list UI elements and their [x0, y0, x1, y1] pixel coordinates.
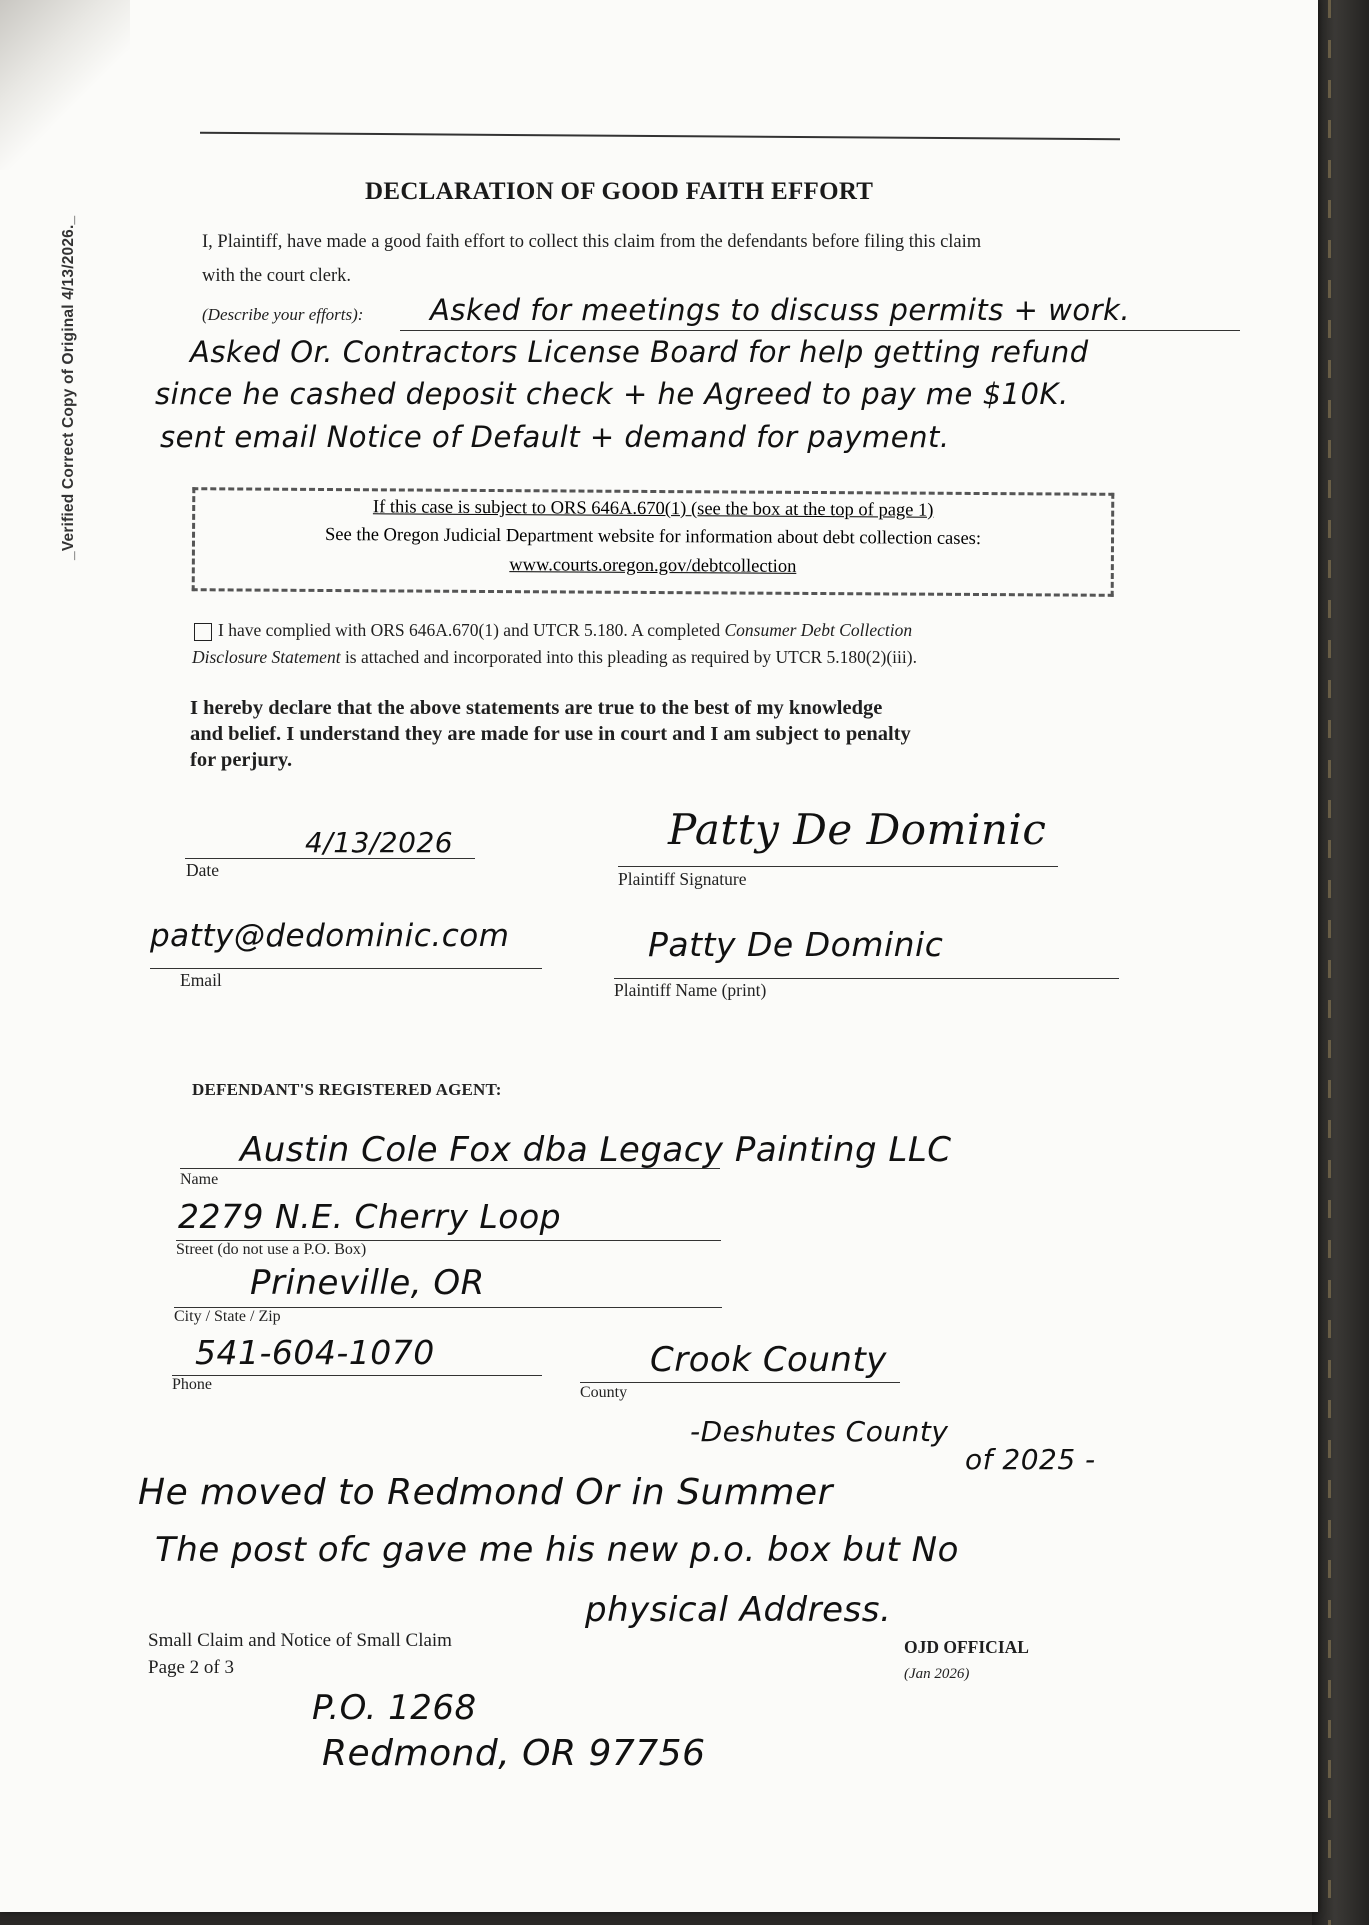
registered-agent-heading: DEFENDANT'S REGISTERED AGENT: [192, 1080, 502, 1099]
date-value: 4/13/2026 [305, 826, 454, 859]
signature-label: Plaintiff Signature [618, 869, 747, 889]
footer-page-number: Page 2 of 3 [148, 1657, 235, 1678]
city-label: City / State / Zip [174, 1308, 281, 1325]
date-label: Date [186, 860, 220, 880]
email-line [150, 968, 542, 969]
intro-line-1: I, Plaintiff, have made a good faith effort to collect this claim from the defendants before filing this claim [202, 232, 982, 252]
county-line [580, 1382, 900, 1383]
efforts-handwritten-3: since he cashed deposit check + he Agreed to pay me $10K. [155, 377, 1069, 411]
street-label: Street (do not use a P.O. Box) [176, 1241, 367, 1258]
efforts-handwritten-1: Asked for meetings to discuss permits + work. [430, 293, 1131, 327]
efforts-line-1 [400, 330, 1240, 331]
email-label: Email [180, 970, 222, 990]
phone-label: Phone [172, 1376, 212, 1393]
efforts-handwritten-4: sent email Notice of Default + demand for payment. [160, 420, 950, 454]
signature-line [618, 866, 1058, 867]
notice-line-1: If this case is subject to ORS 646A.670(1) (see the box at the top of page 1) [372, 497, 934, 521]
compliance-checkbox[interactable] [194, 623, 212, 641]
intro-line-2: with the court clerk. [202, 266, 351, 286]
po-box-line-2: Redmond, OR 97756 [322, 1733, 706, 1774]
declaration-line-2: and belief. I understand they are made for use in court and I am subject to penalty [190, 723, 911, 745]
note-year: of 2025 - [965, 1443, 1096, 1476]
street-value: 2279 N.E. Cherry Loop [178, 1197, 562, 1236]
city-value: Prineville, OR [250, 1263, 485, 1303]
note-line-3: physical Address. [585, 1590, 892, 1630]
leather-stitching [1328, 0, 1331, 1925]
note-line-2: The post ofc gave me his new p.o. box but No [155, 1530, 959, 1570]
desk-background [1312, 0, 1369, 1925]
phone-line [172, 1375, 542, 1376]
declaration-line-3: for perjury. [190, 749, 293, 771]
plaintiff-name-label: Plaintiff Name (print) [614, 980, 767, 1000]
email-value: patty@dedominic.com [150, 918, 510, 954]
top-rule [200, 132, 1120, 140]
form-title: DECLARATION OF GOOD FAITH EFFORT [365, 178, 874, 205]
agent-name-label: Name [180, 1171, 219, 1188]
note-deschutes: -Deshutes County [690, 1415, 949, 1448]
agent-name-value: Austin Cole Fox dba Legacy Painting LLC [240, 1130, 952, 1170]
county-value: Crook County [650, 1340, 887, 1380]
plaintiff-name-value: Patty De Dominic [648, 925, 944, 964]
po-box-line-1: P.O. 1268 [312, 1688, 477, 1728]
compliance-line-2: Disclosure Statement is attached and incorporated into this pleading as required by UTCR 5.180(2)(iii). [192, 647, 917, 667]
declaration-line-1: I hereby declare that the above statements are true to the best of my knowledge [190, 697, 883, 719]
describe-efforts-label: (Describe your efforts): [202, 305, 364, 324]
plaintiff-signature: Patty De Dominic [668, 805, 1047, 854]
date-line [185, 858, 475, 859]
agent-name-line [180, 1168, 720, 1169]
phone-value: 541-604-1070 [195, 1333, 435, 1372]
county-label: County [580, 1384, 628, 1401]
debt-collection-notice-box [192, 487, 1115, 597]
footer-form-name: Small Claim and Notice of Small Claim [148, 1630, 452, 1651]
footer-ojd-official: OJD OFFICIAL [904, 1637, 1029, 1657]
notice-line-2: See the Oregon Judicial Department website for information about debt collection cases: [324, 524, 982, 550]
compliance-line-1: I have complied with ORS 646A.670(1) and UTCR 5.180. A completed Consumer Debt Collection [218, 620, 913, 640]
verification-stamp: _Verified Correct Copy of Original 4/13/2026._ [60, 215, 77, 560]
efforts-handwritten-2: Asked Or. Contractors License Board for help getting refund [190, 335, 1089, 369]
debt-collection-link[interactable]: www.courts.oregon.gov/debtcollection [509, 555, 797, 577]
note-line-1: He moved to Redmond Or in Summer [138, 1472, 833, 1513]
footer-revision-date: (Jan 2026) [904, 1666, 970, 1682]
name-line [614, 978, 1119, 979]
